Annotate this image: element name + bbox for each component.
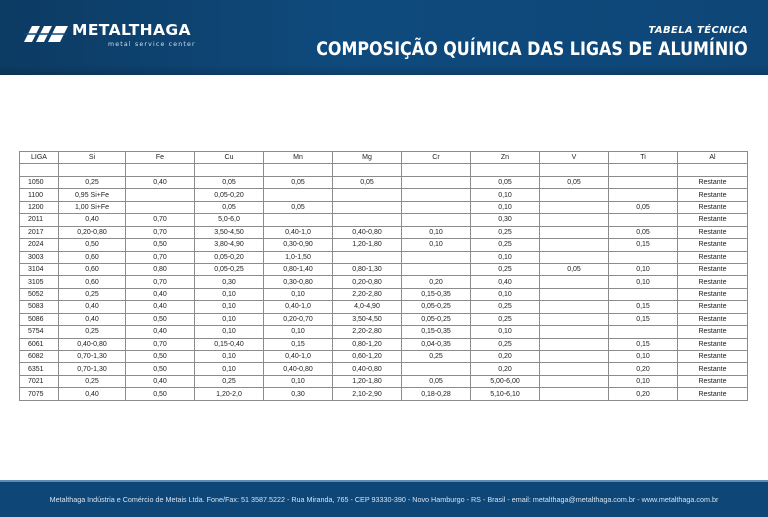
table-cell-mn bbox=[264, 189, 333, 201]
table-cell-zn: 0,25 bbox=[471, 226, 540, 238]
table-cell-zn: 0,40 bbox=[471, 276, 540, 288]
table-cell-mn: 0,40-1,0 bbox=[264, 226, 333, 238]
table-cell-al: Restante bbox=[678, 214, 748, 226]
table-cell-fe: 0,70 bbox=[126, 214, 195, 226]
table-cell-cu: 0,10 bbox=[195, 288, 264, 300]
table-cell-ti bbox=[609, 176, 678, 188]
header-shade bbox=[0, 65, 768, 75]
table-cell-si: 0,25 bbox=[59, 375, 126, 387]
table-cell-fe: 0,40 bbox=[126, 176, 195, 188]
table-cell-mn: 0,15 bbox=[264, 338, 333, 350]
table-cell-cu: 0,05-0,20 bbox=[195, 251, 264, 263]
table-cell-fe: 0,40 bbox=[126, 301, 195, 313]
table-cell-fe: 0,40 bbox=[126, 326, 195, 338]
table-cell-cu: 0,10 bbox=[195, 301, 264, 313]
table-cell-liga: 5086 bbox=[20, 313, 59, 325]
table-cell-si: 0,60 bbox=[59, 276, 126, 288]
table-cell-zn: 0,10 bbox=[471, 326, 540, 338]
table-cell-cr bbox=[402, 164, 471, 176]
table-cell-liga: 3104 bbox=[20, 263, 59, 275]
table-cell-v bbox=[540, 351, 609, 363]
table-cell-ti: 0,15 bbox=[609, 313, 678, 325]
table-cell-mn bbox=[264, 214, 333, 226]
table-row bbox=[20, 251, 748, 263]
table-cell-al: Restante bbox=[678, 239, 748, 251]
table-cell-cu bbox=[195, 164, 264, 176]
table-row bbox=[20, 288, 748, 300]
table-cell-fe: 0,40 bbox=[126, 375, 195, 387]
table-cell-ti: 0,05 bbox=[609, 226, 678, 238]
table-cell-cr bbox=[402, 251, 471, 263]
table-cell-zn: 0,25 bbox=[471, 239, 540, 251]
table-cell-al: Restante bbox=[678, 176, 748, 188]
table-cell-ti: 0,15 bbox=[609, 338, 678, 350]
table-cell-mg: 0,60-1,20 bbox=[333, 351, 402, 363]
table-cell-cr bbox=[402, 363, 471, 375]
table-cell-liga: 2011 bbox=[20, 214, 59, 226]
brand-logo bbox=[22, 20, 222, 50]
table-cell-v bbox=[540, 276, 609, 288]
table-cell-mn: 0,10 bbox=[264, 288, 333, 300]
column-header-v: V bbox=[540, 152, 609, 164]
column-header-liga: LIGA bbox=[20, 152, 59, 164]
table-cell-zn: 5,10-6,10 bbox=[471, 388, 540, 400]
table-cell-fe: 0,50 bbox=[126, 313, 195, 325]
table-cell-al: Restante bbox=[678, 326, 748, 338]
table-cell-si: 0,70-1,30 bbox=[59, 363, 126, 375]
table-cell-liga: 1050 bbox=[20, 176, 59, 188]
table-cell-mn bbox=[264, 164, 333, 176]
table-cell-v: 0,05 bbox=[540, 176, 609, 188]
table-cell-zn: 0,25 bbox=[471, 338, 540, 350]
table-cell-mg bbox=[333, 164, 402, 176]
table-cell-al: Restante bbox=[678, 251, 748, 263]
table-cell-si: 0,40 bbox=[59, 301, 126, 313]
composition-table bbox=[19, 151, 748, 401]
table-cell-fe: 0,50 bbox=[126, 363, 195, 375]
table-cell-cu: 0,10 bbox=[195, 326, 264, 338]
column-header-zn: Zn bbox=[471, 152, 540, 164]
table-cell-mn: 0,20-0,70 bbox=[264, 313, 333, 325]
table-cell-si: 0,40 bbox=[59, 313, 126, 325]
table-cell-mn: 0,80-1,40 bbox=[264, 263, 333, 275]
table-cell-cr bbox=[402, 214, 471, 226]
table-row bbox=[20, 263, 748, 275]
table-cell-mg: 0,05 bbox=[333, 176, 402, 188]
table-cell-zn: 0,25 bbox=[471, 313, 540, 325]
table-cell-mn: 0,30-0,80 bbox=[264, 276, 333, 288]
table-cell-zn: 0,20 bbox=[471, 363, 540, 375]
table-cell-cr bbox=[402, 176, 471, 188]
table-cell-fe: 0,50 bbox=[126, 351, 195, 363]
table-cell-fe: 0,80 bbox=[126, 263, 195, 275]
table-row bbox=[20, 239, 748, 251]
table-cell-v bbox=[540, 313, 609, 325]
table-cell-cr bbox=[402, 263, 471, 275]
table-cell-cu: 0,10 bbox=[195, 313, 264, 325]
table-cell-al: Restante bbox=[678, 313, 748, 325]
table-cell-ti: 0,20 bbox=[609, 388, 678, 400]
table-cell-liga: 7021 bbox=[20, 375, 59, 387]
table-cell-fe: 0,70 bbox=[126, 251, 195, 263]
table-row bbox=[20, 201, 748, 213]
table-cell-mn: 0,10 bbox=[264, 375, 333, 387]
column-header-al: Al bbox=[678, 152, 748, 164]
table-cell-liga: 6351 bbox=[20, 363, 59, 375]
table-cell-mg: 0,80-1,30 bbox=[333, 263, 402, 275]
table-cell-liga: 2017 bbox=[20, 226, 59, 238]
table-row bbox=[20, 226, 748, 238]
table-cell-si: 0,50 bbox=[59, 239, 126, 251]
table-cell-cr: 0,10 bbox=[402, 226, 471, 238]
table-cell-cu: 1,20-2,0 bbox=[195, 388, 264, 400]
table-cell-mg: 2,20-2,80 bbox=[333, 326, 402, 338]
table-cell-al: Restante bbox=[678, 201, 748, 213]
table-row bbox=[20, 338, 748, 350]
table-cell-liga: 6082 bbox=[20, 351, 59, 363]
table-cell-fe: 0,70 bbox=[126, 338, 195, 350]
table-row bbox=[20, 176, 748, 188]
table-cell-mn: 0,30 bbox=[264, 388, 333, 400]
table-cell-v bbox=[540, 288, 609, 300]
table-cell-mg bbox=[333, 251, 402, 263]
table-cell-al: Restante bbox=[678, 375, 748, 387]
table-cell-cr: 0,15-0,35 bbox=[402, 288, 471, 300]
table-cell-mg bbox=[333, 214, 402, 226]
table-row bbox=[20, 164, 748, 176]
table-cell-mn: 0,30-0,90 bbox=[264, 239, 333, 251]
table-row bbox=[20, 301, 748, 313]
table-cell-al: Restante bbox=[678, 388, 748, 400]
table-cell-al: Restante bbox=[678, 189, 748, 201]
table-cell-mg bbox=[333, 189, 402, 201]
table-cell-v bbox=[540, 164, 609, 176]
table-cell-mg: 1,20-1,80 bbox=[333, 375, 402, 387]
table-cell-cu: 0,05-0,20 bbox=[195, 189, 264, 201]
table-cell-liga: 6061 bbox=[20, 338, 59, 350]
table-cell-cu: 5,0-6,0 bbox=[195, 214, 264, 226]
tech-table-label: TABELA TÉCNICA bbox=[648, 25, 748, 36]
table-cell-v bbox=[540, 338, 609, 350]
table-row bbox=[20, 326, 748, 338]
table-cell-cr: 0,20 bbox=[402, 276, 471, 288]
table-cell-zn: 0,30 bbox=[471, 214, 540, 226]
table-cell-ti: 0,10 bbox=[609, 276, 678, 288]
table-cell-mg: 0,40-0,80 bbox=[333, 226, 402, 238]
table-cell-si: 0,40 bbox=[59, 214, 126, 226]
table-cell-mn: 0,40-1,0 bbox=[264, 301, 333, 313]
table-cell-liga bbox=[20, 164, 59, 176]
table-cell-v bbox=[540, 214, 609, 226]
table-cell-si: 0,25 bbox=[59, 326, 126, 338]
table-cell-mn: 0,40-0,80 bbox=[264, 363, 333, 375]
table-cell-liga: 5083 bbox=[20, 301, 59, 313]
table-cell-cr: 0,15-0,35 bbox=[402, 326, 471, 338]
table-cell-cr: 0,05-0,25 bbox=[402, 313, 471, 325]
column-header-mn: Mn bbox=[264, 152, 333, 164]
table-row bbox=[20, 388, 748, 400]
table-cell-ti: 0,15 bbox=[609, 239, 678, 251]
table-cell-v bbox=[540, 375, 609, 387]
table-cell-al: Restante bbox=[678, 363, 748, 375]
table-cell-mn: 0,05 bbox=[264, 176, 333, 188]
table-cell-mg: 0,40-0,80 bbox=[333, 363, 402, 375]
table-cell-zn: 0,20 bbox=[471, 351, 540, 363]
table-cell-fe: 0,70 bbox=[126, 276, 195, 288]
table-cell-fe bbox=[126, 189, 195, 201]
table-cell-zn: 0,10 bbox=[471, 201, 540, 213]
table-row bbox=[20, 214, 748, 226]
table-cell-ti: 0,10 bbox=[609, 263, 678, 275]
table-cell-si: 0,70-1,30 bbox=[59, 351, 126, 363]
table-cell-liga: 2024 bbox=[20, 239, 59, 251]
table-cell-v bbox=[540, 201, 609, 213]
table-cell-ti: 0,20 bbox=[609, 363, 678, 375]
table-cell-v bbox=[540, 301, 609, 313]
table-cell-v bbox=[540, 251, 609, 263]
table-cell-al: Restante bbox=[678, 351, 748, 363]
table-cell-cr bbox=[402, 189, 471, 201]
table-cell-v bbox=[540, 189, 609, 201]
table-cell-mg bbox=[333, 201, 402, 213]
column-header-cu: Cu bbox=[195, 152, 264, 164]
table-cell-cu: 0,10 bbox=[195, 363, 264, 375]
table-cell-ti: 0,15 bbox=[609, 301, 678, 313]
table-cell-si: 0,60 bbox=[59, 263, 126, 275]
table-cell-cr: 0,05 bbox=[402, 375, 471, 387]
table-cell-cu: 3,50-4,50 bbox=[195, 226, 264, 238]
table-cell-liga: 1100 bbox=[20, 189, 59, 201]
column-header-si: Si bbox=[59, 152, 126, 164]
table-cell-zn: 0,25 bbox=[471, 301, 540, 313]
table-cell-cu: 0,15-0,40 bbox=[195, 338, 264, 350]
table-cell-fe: 0,50 bbox=[126, 239, 195, 251]
table-cell-ti: 0,05 bbox=[609, 201, 678, 213]
logo-mark-icon bbox=[22, 22, 70, 44]
table-cell-mn: 0,05 bbox=[264, 201, 333, 213]
table-cell-liga: 5754 bbox=[20, 326, 59, 338]
table-cell-ti bbox=[609, 326, 678, 338]
table-cell-v bbox=[540, 388, 609, 400]
table-cell-v bbox=[540, 326, 609, 338]
table-cell-cr: 0,05-0,25 bbox=[402, 301, 471, 313]
table-cell-si: 0,20-0,80 bbox=[59, 226, 126, 238]
table-cell-cr: 0,18-0,28 bbox=[402, 388, 471, 400]
table-cell-zn: 5,00-6,00 bbox=[471, 375, 540, 387]
table-cell-cu: 0,05 bbox=[195, 176, 264, 188]
table-cell-al: Restante bbox=[678, 226, 748, 238]
table-cell-zn: 0,25 bbox=[471, 263, 540, 275]
composition-table-container bbox=[19, 151, 747, 401]
table-cell-fe bbox=[126, 201, 195, 213]
table-cell-si: 0,95 Si+Fe bbox=[59, 189, 126, 201]
table-row bbox=[20, 375, 748, 387]
table-cell-v bbox=[540, 363, 609, 375]
table-cell-zn: 0,10 bbox=[471, 251, 540, 263]
column-header-cr: Cr bbox=[402, 152, 471, 164]
table-cell-zn: 0,10 bbox=[471, 189, 540, 201]
table-cell-v bbox=[540, 239, 609, 251]
column-header-fe: Fe bbox=[126, 152, 195, 164]
table-cell-ti bbox=[609, 251, 678, 263]
table-cell-mg: 2,20-2,80 bbox=[333, 288, 402, 300]
brand-name: METALTHAGA bbox=[72, 21, 191, 39]
table-cell-al: Restante bbox=[678, 263, 748, 275]
table-cell-v bbox=[540, 226, 609, 238]
table-cell-mn: 1,0-1,50 bbox=[264, 251, 333, 263]
table-cell-cu: 0,05-0,25 bbox=[195, 263, 264, 275]
table-cell-al bbox=[678, 164, 748, 176]
table-cell-zn: 0,10 bbox=[471, 288, 540, 300]
table-cell-mn: 0,40-1,0 bbox=[264, 351, 333, 363]
table-cell-zn bbox=[471, 164, 540, 176]
table-cell-si: 0,40 bbox=[59, 388, 126, 400]
table-cell-cu: 3,80-4,90 bbox=[195, 239, 264, 251]
table-cell-al: Restante bbox=[678, 288, 748, 300]
table-cell-al: Restante bbox=[678, 276, 748, 288]
table-cell-si: 0,25 bbox=[59, 288, 126, 300]
table-cell-cr: 0,25 bbox=[402, 351, 471, 363]
table-header-row bbox=[20, 152, 748, 164]
table-cell-cr bbox=[402, 201, 471, 213]
table-cell-ti bbox=[609, 288, 678, 300]
table-cell-cr: 0,04-0,35 bbox=[402, 338, 471, 350]
table-cell-liga: 5052 bbox=[20, 288, 59, 300]
footer-contact-text: Metalthaga Indústria e Comércio de Metais Ltda. Fone/Fax: 51 3587.5222 - Rua Miranda, 765 - CEP 93330-390 - Novo Hamburgo - RS - Brasil - email: metalthaga@metalthaga.com.br - www.metalthaga.com.br bbox=[49, 495, 719, 504]
table-cell-ti: 0,10 bbox=[609, 351, 678, 363]
table-cell-al: Restante bbox=[678, 338, 748, 350]
brand-tagline: metal service center bbox=[108, 41, 196, 48]
table-cell-si: 0,25 bbox=[59, 176, 126, 188]
table-cell-mn: 0,10 bbox=[264, 326, 333, 338]
footer-bar bbox=[0, 482, 768, 517]
table-cell-si: 0,40-0,80 bbox=[59, 338, 126, 350]
table-cell-ti bbox=[609, 164, 678, 176]
table-cell-si: 0,60 bbox=[59, 251, 126, 263]
table-cell-cu: 0,10 bbox=[195, 351, 264, 363]
table-cell-cu: 0,30 bbox=[195, 276, 264, 288]
table-cell-mg: 2,10-2,90 bbox=[333, 388, 402, 400]
table-cell-mg: 1,20-1,80 bbox=[333, 239, 402, 251]
table-row bbox=[20, 189, 748, 201]
table-cell-cu: 0,05 bbox=[195, 201, 264, 213]
table-row bbox=[20, 313, 748, 325]
table-cell-liga: 3003 bbox=[20, 251, 59, 263]
table-cell-fe: 0,70 bbox=[126, 226, 195, 238]
header-banner bbox=[0, 0, 768, 75]
table-cell-ti: 0,10 bbox=[609, 375, 678, 387]
table-row bbox=[20, 276, 748, 288]
table-cell-ti bbox=[609, 214, 678, 226]
table-cell-zn: 0,05 bbox=[471, 176, 540, 188]
table-cell-mg: 0,80-1,20 bbox=[333, 338, 402, 350]
table-cell-mg: 3,50-4,50 bbox=[333, 313, 402, 325]
table-cell-v: 0,05 bbox=[540, 263, 609, 275]
table-cell-mg: 4,0-4,90 bbox=[333, 301, 402, 313]
table-body bbox=[20, 164, 748, 400]
page-title: COMPOSIÇÃO QUÍMICA DAS LIGAS DE ALUMÍNIO bbox=[316, 38, 748, 60]
table-cell-liga: 7075 bbox=[20, 388, 59, 400]
table-cell-liga: 1200 bbox=[20, 201, 59, 213]
column-header-ti: Ti bbox=[609, 152, 678, 164]
table-cell-si bbox=[59, 164, 126, 176]
table-cell-cr: 0,10 bbox=[402, 239, 471, 251]
table-cell-ti bbox=[609, 189, 678, 201]
table-cell-mg: 0,20-0,80 bbox=[333, 276, 402, 288]
table-cell-fe: 0,40 bbox=[126, 288, 195, 300]
table-cell-fe bbox=[126, 164, 195, 176]
table-cell-cu: 0,25 bbox=[195, 375, 264, 387]
table-row bbox=[20, 351, 748, 363]
table-cell-liga: 3105 bbox=[20, 276, 59, 288]
table-row bbox=[20, 363, 748, 375]
table-cell-si: 1,00 Si+Fe bbox=[59, 201, 126, 213]
table-cell-al: Restante bbox=[678, 301, 748, 313]
column-header-mg: Mg bbox=[333, 152, 402, 164]
table-cell-fe: 0,50 bbox=[126, 388, 195, 400]
